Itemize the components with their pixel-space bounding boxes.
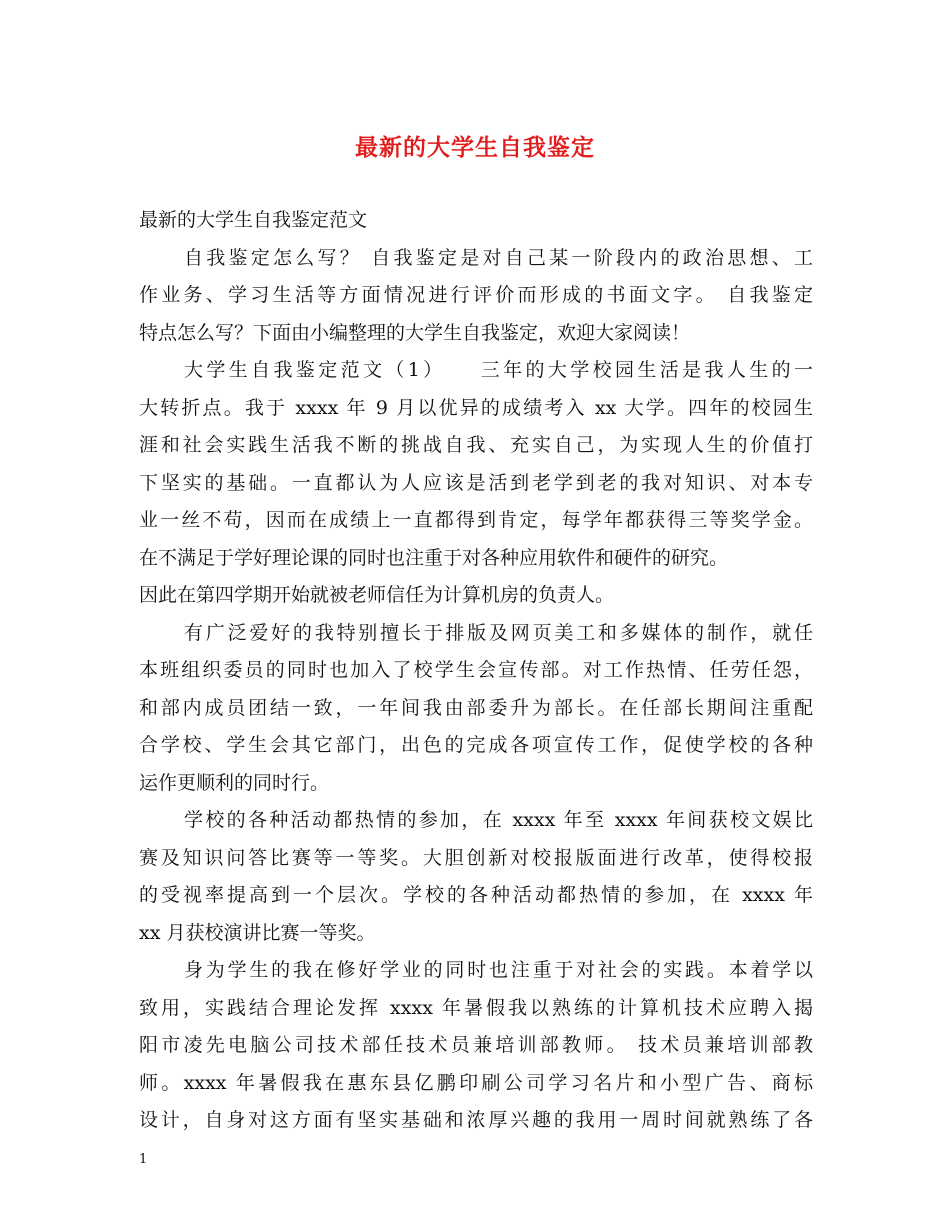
text-line: 身为学生的我在修好学业的同时也注重于对社会的实践。本着学以: [184, 959, 813, 981]
text-line: 赛及知识问答比赛等一等奖。大胆创新对校报版面进行改革，使得校报: [139, 846, 813, 869]
text-line: 大学生自我鉴定范文（1） 三年的大学校园生活是我人生的一: [184, 359, 813, 381]
text-line: 设计，自身对这方面有坚实基础和浓厚兴趣的我用一周时间就熟练了各: [139, 1109, 813, 1131]
text-line: 下坚实的基础。一直都认为人应该是活到老学到老的我对知识、对本专: [139, 471, 813, 494]
text-line: 涯和社会实践生活我不断的挑战自我、充实自己，为实现人生的价值打: [139, 434, 813, 456]
text-line: 因此在第四学期开始就被老师信任为计算机房的负责人。: [139, 584, 615, 606]
text-line: 大转折点。我于 xxxx 年 9 月以优异的成绩考入 xx 大学。四年的校园生: [139, 396, 813, 419]
page-number: 1: [139, 1152, 148, 1167]
text-line: 业一丝不苟，因而在成绩上一直都得到肯定，每学年都获得三等奖学金。: [139, 509, 813, 531]
text-line: 在不满足于学好理论课的同时也注重于对各种应用软件和硬件的研究。: [139, 546, 729, 569]
document-body: [139, 202, 813, 1140]
text-line: 运作更顺利的同时行。: [139, 771, 330, 794]
text-line: 最新的大学生自我鉴定范文: [139, 209, 368, 231]
text-line: xx 月获校演讲比赛一等奖。: [139, 921, 376, 944]
document-title: 最新的大学生自我鉴定: [355, 134, 595, 161]
text-line: 和部内成员团结一致，一年间我由部委升为部长。在任部长期间注重配: [139, 696, 813, 719]
text-line: 学校的各种活动都热情的参加，在 xxxx 年至 xxxx 年间获校文娱比: [184, 809, 813, 831]
text-line: 特点怎么写？下面由小编整理的大学生自我鉴定，欢迎大家阅读！: [139, 321, 691, 344]
text-line: 有广泛爱好的我特别擅长于排版及网页美工和多媒体的制作，就任: [184, 621, 813, 644]
text-line: 师。xxxx 年暑假我在惠东县亿鹏印刷公司学习名片和小型广告、商标: [139, 1071, 813, 1094]
text-line: 作业务、学习生活等方面情况进行评价而形成的书面文字。 自我鉴定: [139, 284, 813, 306]
text-line: 阳市凌先电脑公司技术部任技术员兼培训部教师。 技术员兼培训部教: [139, 1034, 813, 1056]
text-line: 致用，实践结合理论发挥 xxxx 年暑假我以熟练的计算机技术应聘入揭: [139, 996, 813, 1019]
text-line: 合学校、学生会其它部门，出色的完成各项宣传工作，促使学校的各种: [139, 734, 813, 756]
text-line: 的受视率提高到一个层次。学校的各种活动都热情的参加，在 xxxx 年: [139, 884, 813, 906]
text-line: 自我鉴定怎么写？ 自我鉴定是对自己某一阶段内的政治思想、工: [184, 246, 813, 269]
text-line: 本班组织委员的同时也加入了校学生会宣传部。对工作热情、任劳任怨，: [139, 659, 813, 681]
